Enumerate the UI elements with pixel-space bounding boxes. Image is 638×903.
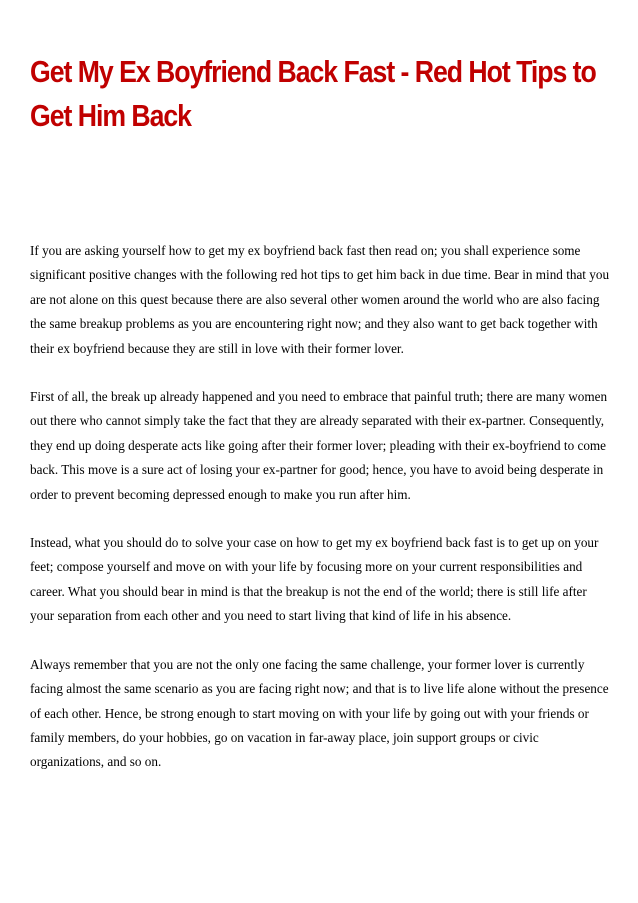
article-body	[30, 239, 610, 799]
paragraph: Instead, what you should do to solve your case on how to get my ex boyfriend back fast is to get up on your feet; compose yourself and move on with your life by focusing more on your current responsibilities and career. What you should bear in mind is that the breakup is not the end of the world; there is still life after your separation from each other and you need to start living that kind of life in his absence.	[30, 535, 599, 624]
paragraph: Always remember that you are not the only one facing the same challenge, your former lover is currently facing almost the same scenario as you are facing right now; and that is to live life alone without the presence of each other. Hence, be strong enough to start moving on with your life by going out with your friends or family members, do your hobbies, go on vacation in far-away place, join support groups or civic organizations, and so on.	[30, 656, 609, 770]
page-title: Get My Ex Boyfriend Back Fast - Red Hot Tips to Get Him Back	[30, 54, 596, 133]
paragraph: First of all, the break up already happened and you need to embrace that painful truth; there are many women out there who cannot simply take the fact that they are already separated with their ex-partner. Consequently, they end up doing desperate acts like going after their former lover; pleading with their ex-boyfriend to come back. This move is a sure act of losing your ex-partner for good; hence, you have to avoid being desperate in order to prevent becoming depressed enough to make you run after him.	[30, 389, 608, 502]
paragraph: If you are asking yourself how to get my ex boyfriend back fast then read on; you shall experience some significant positive changes with the following red hot tips to get him back in due time. Bear in mind that you are not alone on this quest because there are also several other women around the world who are also facing the same breakup problems as you are encountering right now; and they also want to get back together with their ex boyfriend because they are still in love with their former lover.	[30, 243, 610, 356]
